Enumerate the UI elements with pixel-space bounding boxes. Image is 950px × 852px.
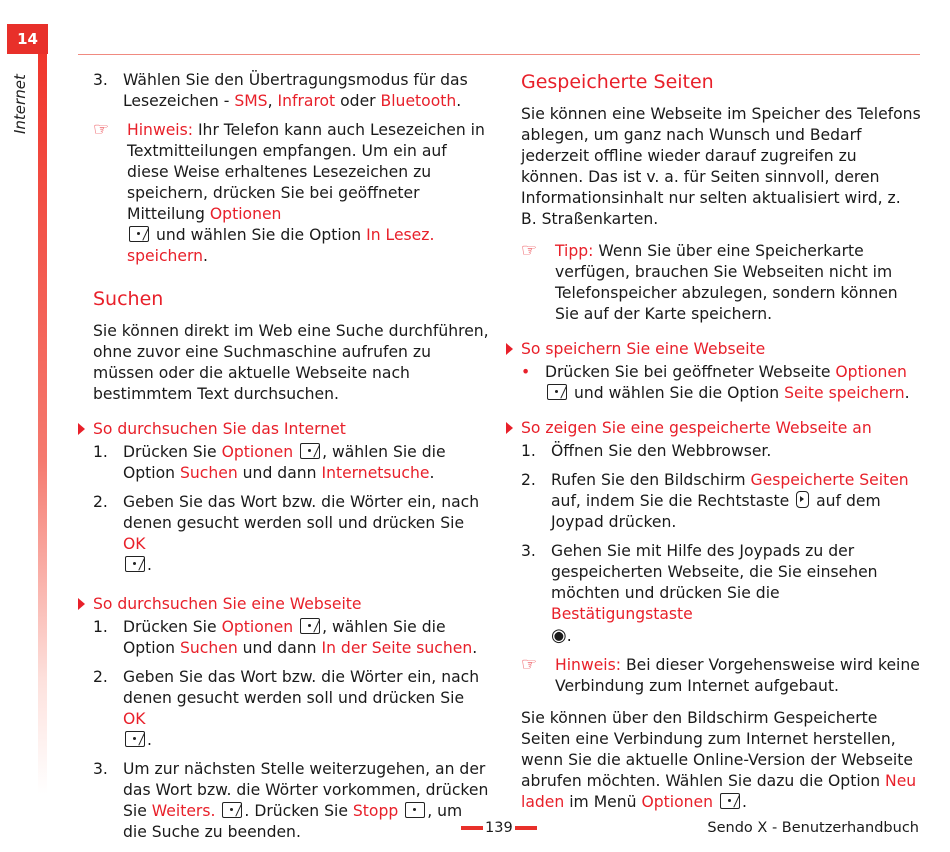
softkey-icon xyxy=(125,556,145,572)
note-tipp: ☞ Tipp: Wenn Sie über eine Speicherkarte verfügen, brauchen Sie Webseiten nicht im Telefonspeicher abzulegen, sondern können Sie auf der Karte speichern. xyxy=(521,240,898,323)
chapter-number: 14 xyxy=(7,24,48,54)
list-item: 1. Öffnen Sie den Webbrowser. xyxy=(521,442,772,460)
softkey-right-icon xyxy=(405,802,425,818)
list-item: 3. Gehen Sie mit Hilfe des Joypads zu der gespeicherten Webseite, die Sie einsehen möchten und drücken Sie die Bestätigungstaste ◉. xyxy=(521,542,878,646)
page-number: 139 xyxy=(461,820,537,836)
list-item: 1. Drücken Sie Optionen , wählen Sie die Option Suchen und dann Internetsuche. xyxy=(93,443,446,482)
chapter-label: Internet xyxy=(11,74,29,134)
section-heading: Suchen xyxy=(93,288,164,310)
list-item: 1. Drücken Sie Optionen , wählen Sie die Option Suchen und dann In der Seite suchen. xyxy=(93,618,478,657)
footer-title: Sendo X - Benutzerhandbuch xyxy=(707,820,919,836)
softkey-icon xyxy=(129,226,149,242)
subsection-title: So speichern Sie eine Webseite xyxy=(506,339,921,360)
softkey-icon xyxy=(300,618,320,634)
list-item: 2. Rufen Sie den Bildschirm Gespeicherte Seiten auf, indem Sie die Rechtstaste auf dem Joypad drücken. xyxy=(521,471,909,531)
softkey-icon xyxy=(547,384,567,400)
list-item: 2. Geben Sie das Wort bzw. die Wörter ein, nach denen gesucht werden soll und drücken Sie OK . xyxy=(93,668,480,749)
list-item: 2. Geben Sie das Wort bzw. die Wörter ein, nach denen gesucht werden soll und drücken Sie OK . xyxy=(93,493,480,574)
pointing-hand-icon: ☞ xyxy=(93,119,110,140)
softkey-icon xyxy=(125,731,145,747)
subsection-title: So durchsuchen Sie das Internet xyxy=(78,419,490,440)
pointing-hand-icon: ☞ xyxy=(521,240,538,261)
right-column xyxy=(521,70,921,824)
joypad-right-icon xyxy=(796,491,809,508)
section-heading: Gespeicherte Seiten xyxy=(521,71,714,93)
softkey-icon xyxy=(300,443,320,459)
pointing-hand-icon: ☞ xyxy=(521,654,538,675)
sidebar-bar xyxy=(38,54,47,794)
left-column xyxy=(93,70,490,851)
softkey-icon xyxy=(720,793,740,809)
list-item: 3. Um zur nächsten Stelle weiterzugehen, an der das Wort bzw. die Wörter vorkommen, drücken Sie Weiters. . Drücken Sie Stopp , um die Suche zu beenden. xyxy=(93,760,489,841)
note-hinweis: ☞ Hinweis: Bei dieser Vorgehensweise wird keine Verbindung zum Internet aufgebaut. xyxy=(521,654,920,695)
paragraph: Sie können über den Bildschirm Gespeicherte Seiten eine Verbindung zum Internet herstellen, wenn Sie die aktuelle Online-Version der Webseite abrufen möchten. Wählen Sie dazu die Option Neu laden im Menü Optionen . xyxy=(521,709,917,811)
note-hinweis: ☞ Hinweis: Ihr Telefon kann auch Lesezeichen in Textmitteilungen empfangen. Um ein auf diese Weise erhaltenes Lesezeichen zu speichern, drücken Sie bei geöffneter Mitteilung Optionen und wählen Sie die Option In Lesez. speichern. xyxy=(93,119,485,265)
top-rule xyxy=(78,54,920,55)
softkey-icon xyxy=(222,802,242,818)
confirm-key-icon: ◉ xyxy=(551,625,567,646)
paragraph: Sie können eine Webseite im Speicher des Telefons ablegen, um ganz nach Wunsch und Bedarf jederzeit offline wieder darauf zugreifen zu können. Das ist v. a. für Seiten sinnvoll, deren Informationsinhalt nur selten aktualisiert wird, z. B. Straßenkarten. xyxy=(521,105,921,228)
list-item: • Drücken Sie bei geöffneter Webseite Optionen und wählen Sie die Option Seite speichern. xyxy=(521,363,910,402)
subsection-title: So zeigen Sie eine gespeicherte Webseite an xyxy=(506,418,921,439)
paragraph: Sie können direkt im Web eine Suche durchführen, ohne zuvor eine Suchmaschine aufrufen zu müssen oder die aktuelle Webseite nach bestimmtem Text durchsuchen. xyxy=(93,322,489,403)
list-item: 3. Wählen Sie den Übertragungsmodus für das Lesezeichen - SMS, Infrarot oder Bluetooth. xyxy=(93,71,468,110)
subsection-title: So durchsuchen Sie eine Webseite xyxy=(78,594,490,615)
